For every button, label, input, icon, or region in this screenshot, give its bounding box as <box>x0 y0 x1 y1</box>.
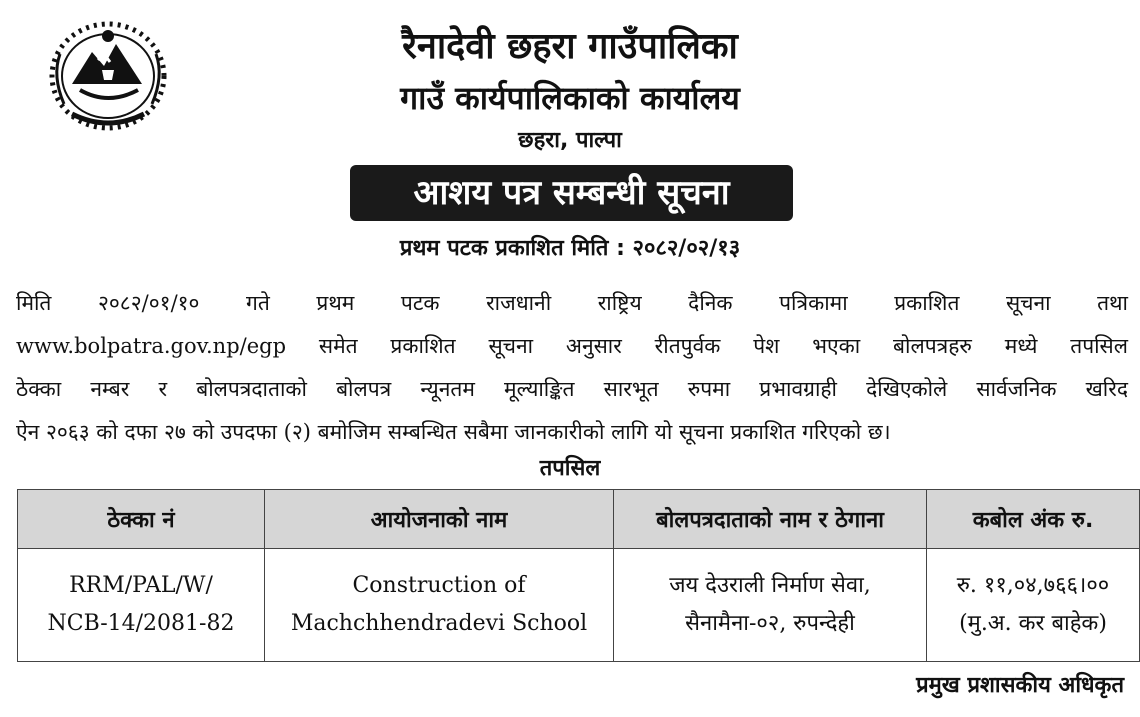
table-header-row <box>18 490 1140 549</box>
office-name: गाउँ कार्यपालिकाको कार्यालय <box>400 79 740 117</box>
bidder-line: सैनामैना-०२, रुपन्देही <box>685 611 855 636</box>
header-project-name: आयोजनाको नाम <box>265 490 614 549</box>
project-name-line: Machchhendradevi School <box>290 611 588 636</box>
header-bidder: बोलपत्रदाताको नाम र ठेगाना <box>614 490 927 549</box>
table-row <box>18 549 1140 662</box>
contract-table <box>17 489 1140 662</box>
contract-no-line: RRM/PAL/W/ <box>69 573 213 598</box>
office-address: छहरा, पाल्पा <box>518 128 622 153</box>
cell-project-name <box>265 549 614 662</box>
signatory-title: प्रमुख प्रशासकीय अधिकृत <box>916 673 1124 698</box>
cell-contract-no <box>18 549 265 662</box>
amount-line: (मु.अ. कर बाहेक) <box>959 611 1107 636</box>
body-line: ठेक्का नम्बर र बोलपत्रदाताको बोलपत्र न्यूनतम मूल्याङ्कित सारभूत रुपमा प्रभावग्राही देखिएकोले सार्वजनिक खरिद <box>16 377 1128 401</box>
notice-title: आशय पत्र सम्बन्धी सूचना <box>350 165 793 221</box>
body-line: मिति २०८२/०१/१० गते प्रथम पटक राजधानी राष्ट्रिय दैनिक पत्रिकामा प्रकाशित सूचना तथा <box>16 291 1128 315</box>
cell-bidder <box>614 549 927 662</box>
amount-line: रु. ११,०४,७६६।०० <box>956 573 1110 598</box>
cell-amount <box>927 549 1140 662</box>
body-line: www.bolpatra.gov.np/egp समेत प्रकाशित सूचना अनुसार रीतपुर्वक पेश भएका बोलपत्रहरु मध्ये तपसिल <box>16 334 1128 358</box>
project-name-line: Construction of <box>352 573 526 598</box>
contract-no-line: NCB-14/2081-82 <box>47 611 235 636</box>
body-line: ऐन २०६३ को दफा २७ को उपदफा (२) बमोजिम सम्बन्धित सबैमा जानकारीको लागि यो सूचना प्रकाशित गरिएको छ। <box>16 420 891 444</box>
notice-body <box>16 282 1128 454</box>
bidder-line: जय देउराली निर्माण सेवा, <box>669 573 871 598</box>
table-heading: तपसिल <box>539 456 601 481</box>
org-name: रैनादेवी छहरा गाउँपालिका <box>402 26 738 67</box>
header-amount: कबोल अंक रु. <box>927 490 1140 549</box>
header-contract-no: ठेक्का नं <box>18 490 265 549</box>
published-date: प्रथम पटक प्रकाशित मिति : २०८२/०२/१३ <box>399 236 741 261</box>
